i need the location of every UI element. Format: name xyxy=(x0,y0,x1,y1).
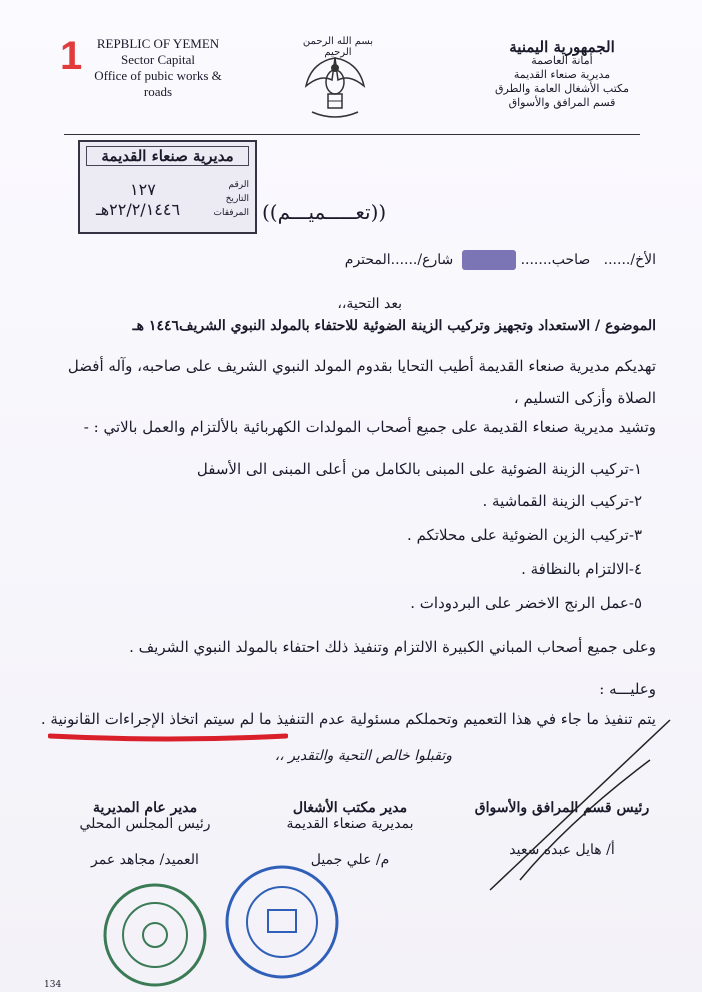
address-owner: صاحب....... xyxy=(520,252,591,268)
page-number: 134 xyxy=(44,980,62,990)
header-divider xyxy=(64,134,640,135)
address-line xyxy=(58,250,656,270)
address-street: شارع/......المحترم xyxy=(344,252,454,268)
paragraph: وتشيد مديرية صنعاء القديمة على جميع أصحاب المولدات الكهربائية بالألتزام والعمل بالاتي : - xyxy=(83,418,656,436)
incoming-stamp xyxy=(78,140,257,234)
letterhead-line: مكتب الأشغال العامة والطرق xyxy=(495,82,629,95)
stamp-title: مديرية صنعاء القديمة xyxy=(86,146,249,166)
signature-subtitle: رئيس المجلس المحلي xyxy=(79,816,211,832)
signature-block-works xyxy=(260,800,440,868)
letterhead-line: قسم المرافق والأسواق xyxy=(508,96,616,109)
english-letterhead xyxy=(78,36,238,100)
letterhead-line: roads xyxy=(143,84,173,99)
stamp-ref-number: ١٢٧ xyxy=(130,180,156,199)
list-item: ٢-تركيب الزينة القماشية . xyxy=(482,492,642,510)
letterhead-line: Sector Capital xyxy=(120,52,195,67)
arabic-letterhead xyxy=(462,40,662,110)
page-badge-number: 1 xyxy=(60,34,83,78)
paragraph: تهديكم مديرية صنعاء القديمة أطيب التحايا بقدوم المولد النبوي الشريف على صاحبه، وآله أفضل الصلاة وأزكى التسليم ، xyxy=(67,357,656,407)
stamp-rows xyxy=(214,178,249,220)
red-underline-annotation xyxy=(48,732,288,742)
signature-name: م/ علي جميل xyxy=(310,852,390,868)
signature-title: رئيس قسم المرافق والأسواق xyxy=(474,800,650,816)
paragraph: وعليـــه : xyxy=(599,680,656,698)
letterhead-line: REPBLIC OF YEMEN xyxy=(96,36,220,51)
signature-title: مدير مكتب الأشغال xyxy=(292,800,408,816)
yemen-eagle-emblem-icon xyxy=(292,38,378,124)
list-item: ٥-عمل الرنج الاخضر على البردودات . xyxy=(410,594,642,612)
signature-name: أ/ هايل عبده سعيد xyxy=(509,842,615,858)
letterhead-line: Office of pubic works & xyxy=(94,68,222,83)
signature-subtitle: بمديرية صنعاء القديمة xyxy=(286,816,414,832)
stamp-row-label: التاريخ xyxy=(225,194,249,204)
basmala-text: بسم الله الرحمن الرحيم xyxy=(302,36,374,58)
works-office-seal-icon xyxy=(222,862,342,982)
list-item: ٣-تركيب الزين الضوئية على محلاتكم . xyxy=(407,526,642,544)
redacted-block xyxy=(462,250,516,270)
list-item: ١-تركيب الزينة الضوئية على المبنى بالكامل من أعلى المبنى الى الأسفل xyxy=(196,460,642,478)
signature-name: العميد/ مجاهد عمر xyxy=(91,852,199,868)
circular-heading: ((تعـــــميـــم)) xyxy=(262,200,387,224)
address-recipient: الأخ/...... xyxy=(603,252,656,268)
closing-thanks: وتقبلوا خالص التحية والتقدير ،، xyxy=(274,748,452,764)
signature-title: مدير عام المديرية xyxy=(92,800,198,816)
letterhead-line: مديرية صنعاء القديمة xyxy=(513,68,611,81)
stamp-row-label: الرقم xyxy=(228,180,249,190)
signature-block-director xyxy=(60,800,230,868)
stamp-row-label: المرفقات xyxy=(213,208,249,218)
letterhead-title: الجمهورية اليمنية xyxy=(509,38,615,56)
stamp-date: ٢٢/٢/١٤٤٦هـ xyxy=(96,200,181,219)
list-item: ٤-الالتزام بالنظافة . xyxy=(521,560,642,578)
subject-line: الموضوع / الاستعداد وتجهيز وتركيب الزينة الضوئية للاحتفاء بالمولد النبوي الشريف١٤٤٦ هـ xyxy=(132,318,656,334)
paragraph: وعلى جميع أصحاب المباني الكبيرة الالتزام وتنفيذ ذلك احتفاء بالمولد النبوي الشريف . xyxy=(129,638,656,656)
greeting: بعد التحية،، xyxy=(337,296,402,312)
council-seal-icon xyxy=(100,880,210,990)
signature-scribble-icon xyxy=(480,700,680,900)
paragraph: يتم تنفيذ ما جاء في هذا التعميم وتحملكم مسئولية عدم التنفيذ ما لم سيتم اتخاذ الإجراءات القانونية . xyxy=(40,710,656,728)
letterhead-line: أمانة العاصمة xyxy=(531,54,593,67)
